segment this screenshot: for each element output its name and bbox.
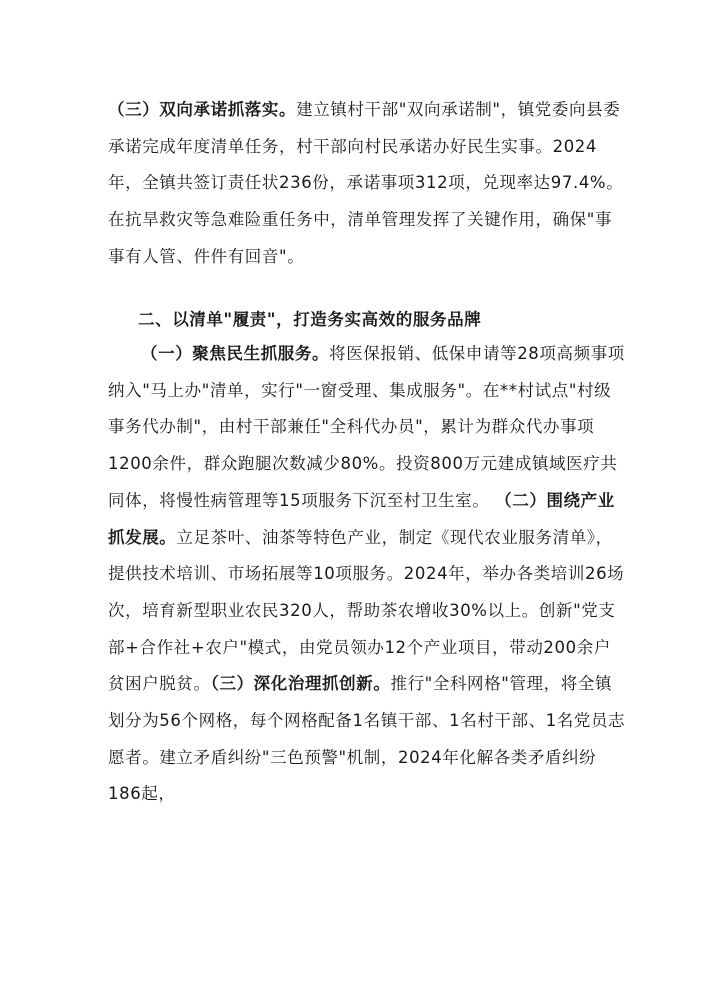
section-body-industry: 立足茶叶、油茶等特色产业，制定《现代农业服务清单》，提供技术培训、市场拓展等10项服务。2024年，举办各类培训26场次，培育新型职业农民320人，帮助茶农增收30%以上。创新"党支部+合作社+农户"模式，由党员领办12个产业项目，带动200余户贫困户脱贫。 bbox=[108, 527, 625, 694]
section-title-industry: （二）围绕产业抓发展。 bbox=[108, 490, 615, 547]
section-title-governance: （三）深化治理抓创新。 bbox=[210, 674, 391, 694]
section-title-two-way-commitment: （三）双向承诺抓落实。 bbox=[108, 100, 297, 119]
section-body-governance: 推行"全科网格"管理，将全镇划分为56个网格，每个网格配备1名镇干部、1名村干部、1名党员志愿者。建立矛盾纠纷"三色预警"机制，2024年化解各类矛盾纠纷186起， bbox=[108, 674, 626, 804]
section-body-livelihood: 将医保报销、低保申请等28项高频事项纳入"马上办"清单，实行"一窗受理、集成服务"。在**村试点"村级事务代办制"，由村干部兼任"全科代办员"，累计为群众代办事项1200余件，群众跑腿次数减少80%。投资800万元建成镇域医疗共同体，将慢性病管理等15项服务下沉至村卫生室。 bbox=[108, 344, 625, 510]
heading-service-brand: 二、以清单"履责"，打造务实高效的服务品牌 bbox=[138, 310, 482, 329]
section-title-livelihood: （一）聚焦民生抓服务。 bbox=[141, 344, 330, 363]
paragraph-service-sections bbox=[108, 336, 628, 813]
section-body-two-way-commitment: 建立镇村干部"双向承诺制"，镇党委向县委承诺完成年度清单任务，村干部向村民承诺办好民生实事。2024年，全镇共签订责任状236份，承诺事项312项，兑现率达97.4%。在抗旱救灾等急难险重任务中，清单管理发挥了关键作用，确保"事事有人管、件件有回音"。 bbox=[108, 100, 624, 266]
paragraph-two-way-commitment bbox=[108, 92, 628, 276]
